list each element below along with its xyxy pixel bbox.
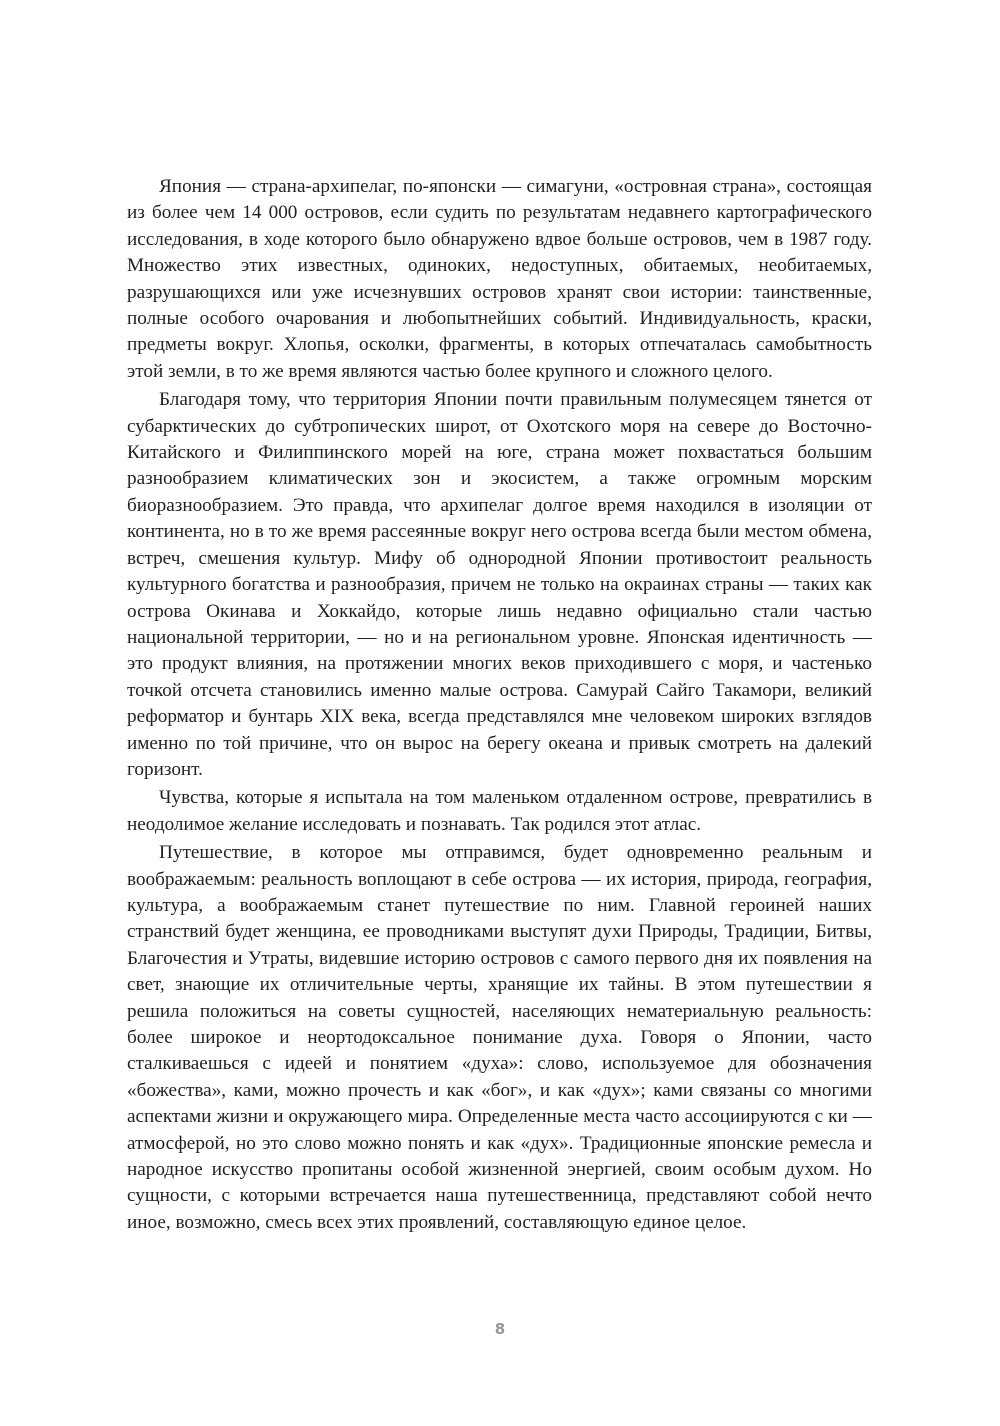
paragraph-1: Япония — страна-архипелаг, по-японски — симагуни, «островная страна», состоящая из более чем 14 000 островов, если судить по результатам недавнего картографического исследования, в ходе которого было обнаружено вдвое больше островов, чем в 1987 году. Множество этих известных, одиноких, недоступных, обитаемых, необитаемых, разрушающихся или уже исчезнувших островов хранят свои истории: таинственные, полные особого очарования и любопытнейших событий. Индивидуальность, краски, предметы вокруг. Хлопья, осколки, фрагменты, в которых отпечаталась самобытность этой земли, в то же время являются частью более крупного и сложного целого. bbox=[127, 176, 872, 382]
page-number: 8 bbox=[494, 1320, 506, 1338]
body-text bbox=[127, 174, 872, 1238]
paragraph-4: Путешествие, в которое мы отправимся, будет одновременно реальным и воображаемым: реальность воплощают в себе острова — их история, природа, география, культура, а воображаемым станет путешествие по ним. Главной героиней наших странствий будет женщина, ее проводниками выступят духи Природы, Традиции, Битвы, Благочестия и Утраты, видевшие историю островов с самого первого дня их появления на свет, знающие их отличительные черты, хранящие их тайны. В этом путешествии я решила положиться на советы сущностей, населяющих нематериальную реальность: более широкое и неортодоксальное понимание духа. Говоря о Японии, часто сталкиваешься с идеей и понятием «духа»: слово, используемое для обозначения «божества», ками, можно прочесть и как «бог», и как «дух»; ками связаны со многими аспектами жизни и окружающего мира. Определенные места часто ассоциируются с ки — атмосферой, но это слово можно понять и как «дух». Традиционные японские ремесла и народное искусство пропитаны особой жизненной энергией, своим особым духом. Но сущности, с которыми встречается наша путешественница, представляют собой нечто иное, возможно, смесь всех этих проявлений, составляющую единое целое. bbox=[127, 842, 872, 1233]
paragraph-2: Благодаря тому, что территория Японии почти правильным полумесяцем тянется от субарктических до субтропических широт, от Охотского моря на севере до Восточно-Китайского и Филиппинского морей на юге, страна может похвастаться большим разнообразием климатических зон и экосистем, а также огромным морским биоразнообразием. Это правда, что архипелаг долгое время находился в изоляции от континента, но в то же время рассеянные вокруг него острова всегда были местом обмена, встреч, смешения культур. Мифу об однородной Японии противостоит реальность культурного богатства и разнообразия, причем не только на окраинах страны — таких как острова Окинава и Хоккайдо, которые лишь недавно официально стали частью национальной территории, — но и на региональном уровне. Японская идентичность — это продукт влияния, на протяжении многих веков приходившего с моря, и частенько точкой отсчета становились именно малые острова. Самурай Сайго Такамори, великий реформатор и бунтарь XIX века, всегда представлялся мне человеком широких взглядов именно по той причине, что он вырос на берегу океана и привык смотреть на далекий горизонт. bbox=[127, 389, 872, 780]
paragraph-3: Чувства, которые я испытала на том маленьком отдаленном острове, превратились в неодолимое желание исследовать и познавать. Так родился этот атлас. bbox=[127, 787, 872, 835]
